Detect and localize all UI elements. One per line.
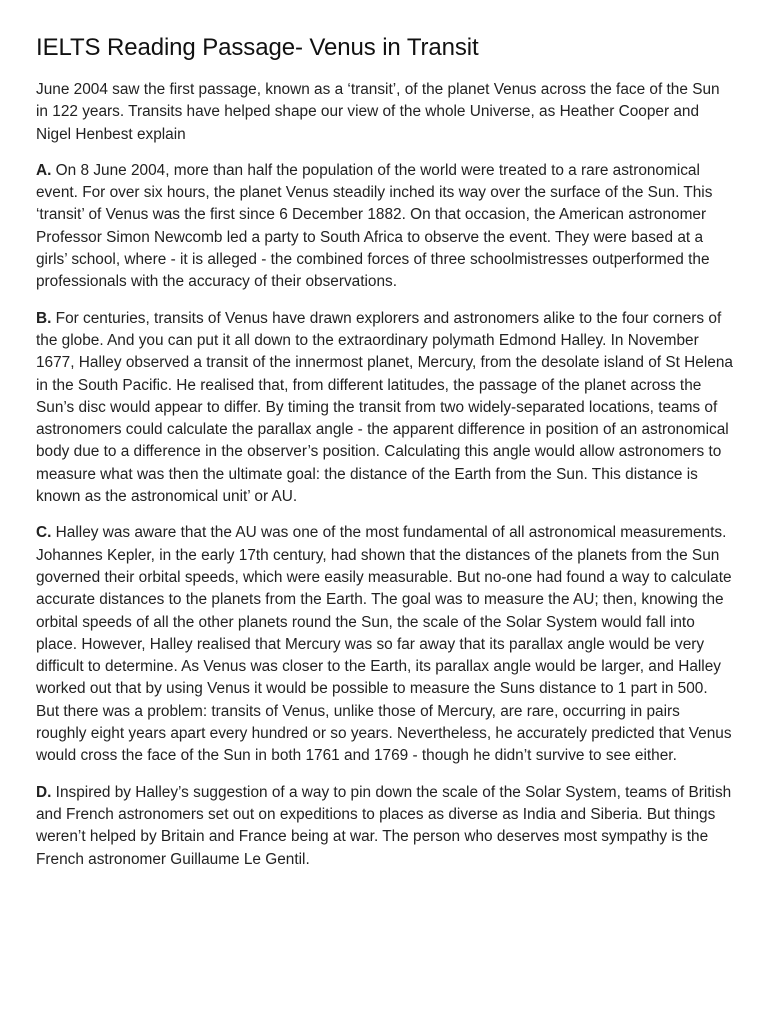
intro-paragraph: June 2004 saw the first passage, known as a ‘transit’, of the planet Venus across the face of the Sun in 122 years. Transits have helped shape our view of the whole Universe, as Heather Cooper and Nigel Henbest explain [36,81,720,143]
paragraph-text: Halley was aware that the AU was one of the most fundamental of all astronomical measurements. Johannes Kepler, in the early 17th century, had shown that the distances of the planets from the Sun governed their orbital speeds, which were easily measurable. But no-one had found a way to calculate accurate distances to the planets from the Earth. The goal was to measure the AU; then, knowing the orbital speeds of all the other planets round the Sun, the scale of the Solar System would fall into place. However, Halley realised that Mercury was so far away that its parallax angle would be very difficult to determine. As Venus was closer to the Earth, its parallax angle would be larger, and Halley worked out that by using Venus it would be possible to measure the Suns distance to 1 part in 500. But there was a problem: transits of Venus, unlike those of Mercury, are rare, occurring in pairs roughly eight years apart every hundred or so years. Nevertheless, he accurately predicted that Venus would cross the face of the Sun in both 1761 and 1769 - though he didn’t survive to see either. [36,524,732,765]
paragraph-letter: C. [36,524,52,542]
paragraph-a [36,160,734,294]
paragraph-c [36,522,734,767]
paragraph-text: For centuries, transits of Venus have drawn explorers and astronomers alike to the four corners of the globe. And you can put it all down to the extraordinary polymath Edmond Halley. In November 1677, Halley observed a transit of the innermost planet, Mercury, from the desolate island of St Helena in the South Pacific. He realised that, from different latitudes, the passage of the planet across the Sun’s disc would appear to differ. By timing the transit from two widely-separated locations, teams of astronomers could calculate the parallax angle - the apparent difference in position of an astronomical body due to a difference in the observer’s position. Calculating this angle would allow astronomers to measure what was then the ultimate goal: the distance of the Earth from the Sun. This distance is known as the astronomical unit’ or AU. [36,309,733,506]
paragraph-b [36,308,734,509]
paragraph-letter: A. [36,161,52,179]
paragraph-d [36,782,734,871]
paragraph-letter: D. [36,783,52,801]
page-title: IELTS Reading Passage- Venus in Transit [36,34,479,61]
paragraph-text: Inspired by Halley’s suggestion of a way to pin down the scale of the Solar System, teams of British and French astronomers set out on expeditions to places as diverse as India and Siberia. But things weren’t helped by Britain and France being at war. The person who deserves most sympathy is the French astronomer Guillaume Le Gentil. [36,783,732,868]
paragraph-letter: B. [36,309,52,327]
paragraph-text: On 8 June 2004, more than half the population of the world were treated to a rare astronomical event. For over six hours, the planet Venus steadily inched its way over the surface of the Sun. This ‘transit’ of Venus was the first since 6 December 1882. On that occasion, the American astronomer Professor Simon Newcomb led a party to South Africa to observe the event. They were based at a girls’ school, where - it is alleged - the combined forces of three schoolmistresses outperformed the professionals with the accuracy of their observations. [36,161,713,291]
